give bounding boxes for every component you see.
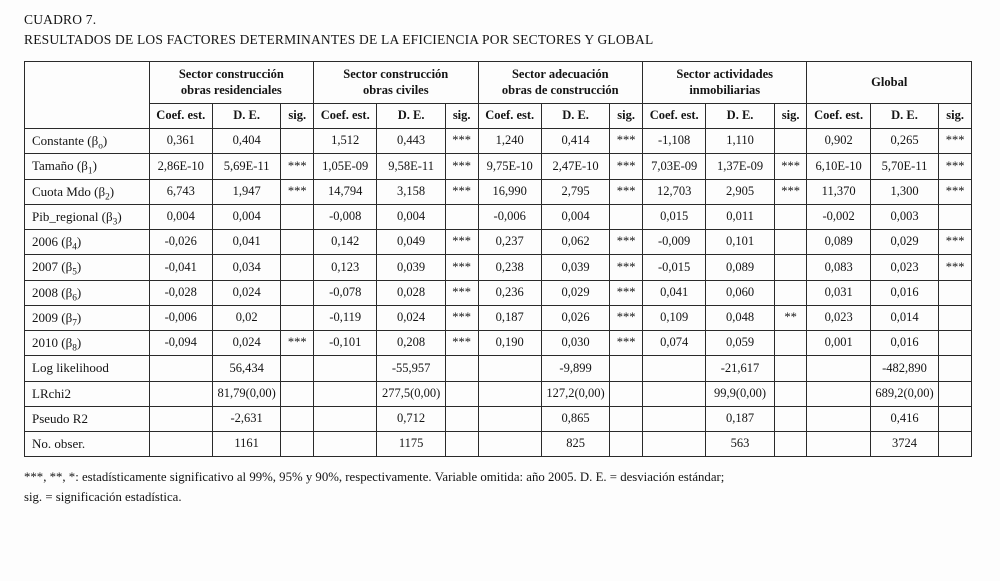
row-label: 2008 $(\beta_6)$ <box>25 280 150 305</box>
value-cell: 14,794 <box>314 179 377 204</box>
value-cell <box>149 432 212 457</box>
value-cell: ** <box>774 305 807 330</box>
value-cell: 0,024 <box>212 331 280 356</box>
value-cell: 1175 <box>377 432 445 457</box>
table-row <box>25 305 972 330</box>
value-cell: 0,443 <box>377 129 445 154</box>
value-cell: *** <box>281 331 314 356</box>
value-cell <box>445 432 478 457</box>
value-cell: 0,416 <box>870 406 938 431</box>
value-cell: *** <box>445 179 478 204</box>
footnote-line2: sig. = significación estadística. <box>24 490 182 505</box>
value-cell: 0,865 <box>541 406 609 431</box>
value-cell: *** <box>939 179 972 204</box>
value-cell: -0,002 <box>807 204 870 229</box>
value-cell: 0,265 <box>870 129 938 154</box>
table-row <box>25 432 972 457</box>
value-cell <box>807 381 870 406</box>
value-cell: 0,074 <box>643 331 706 356</box>
value-cell: 0,029 <box>870 230 938 255</box>
value-cell <box>774 331 807 356</box>
value-cell: 3724 <box>870 432 938 457</box>
table-footnote <box>24 468 976 508</box>
value-cell: 1,512 <box>314 129 377 154</box>
value-cell: *** <box>939 230 972 255</box>
value-cell: 0,015 <box>643 204 706 229</box>
value-cell <box>281 356 314 381</box>
value-cell: 0,031 <box>807 280 870 305</box>
value-cell <box>774 129 807 154</box>
value-cell: 0,049 <box>377 230 445 255</box>
value-cell: *** <box>610 230 643 255</box>
value-cell <box>774 204 807 229</box>
value-cell: 825 <box>541 432 609 457</box>
value-cell: 563 <box>706 432 774 457</box>
column-subheader: sig. <box>610 104 643 129</box>
value-cell <box>939 331 972 356</box>
value-cell <box>314 356 377 381</box>
group-header: Sector adecuación obras de construcción <box>478 62 642 104</box>
value-cell: 0,011 <box>706 204 774 229</box>
value-cell: 0,089 <box>706 255 774 280</box>
value-cell: 0,034 <box>212 255 280 280</box>
value-cell: *** <box>610 305 643 330</box>
table-row <box>25 255 972 280</box>
column-subheader: Coef. est. <box>643 104 706 129</box>
value-cell: *** <box>445 230 478 255</box>
value-cell: 3,158 <box>377 179 445 204</box>
column-subheader: D. E. <box>377 104 445 129</box>
value-cell: 0,902 <box>807 129 870 154</box>
value-cell: 99,9(0,00) <box>706 381 774 406</box>
value-cell: 0,004 <box>377 204 445 229</box>
value-cell: 0,014 <box>870 305 938 330</box>
value-cell: 0,712 <box>377 406 445 431</box>
value-cell <box>807 406 870 431</box>
value-cell: *** <box>774 154 807 179</box>
value-cell <box>281 305 314 330</box>
value-cell: *** <box>939 154 972 179</box>
value-cell: -482,890 <box>870 356 938 381</box>
value-cell: -0,008 <box>314 204 377 229</box>
column-subheader: sig. <box>281 104 314 129</box>
value-cell: *** <box>610 280 643 305</box>
row-label: Cuota Mdo $(\beta_2)$ <box>25 179 150 204</box>
value-cell: 2,86E-10 <box>149 154 212 179</box>
value-cell: 0,062 <box>541 230 609 255</box>
value-cell: 0,187 <box>478 305 541 330</box>
group-header: Sector construcción obras civiles <box>314 62 478 104</box>
value-cell: 0,089 <box>807 230 870 255</box>
value-cell <box>314 432 377 457</box>
value-cell: *** <box>939 255 972 280</box>
value-cell <box>445 381 478 406</box>
value-cell: -0,028 <box>149 280 212 305</box>
value-cell: 0,142 <box>314 230 377 255</box>
value-cell: -0,078 <box>314 280 377 305</box>
value-cell <box>610 204 643 229</box>
table-row <box>25 230 972 255</box>
value-cell: -0,026 <box>149 230 212 255</box>
value-cell <box>478 356 541 381</box>
value-cell <box>939 432 972 457</box>
table-row <box>25 356 972 381</box>
value-cell <box>610 432 643 457</box>
value-cell <box>445 406 478 431</box>
value-cell: 0,414 <box>541 129 609 154</box>
footnote-line1: ***, **, *: estadísticamente significativo al 99%, 95% y 90%, respectivamente. Variable omitida: año 2005. D. E. = desviación estándar; <box>24 470 725 485</box>
results-table <box>24 61 972 457</box>
value-cell: 12,703 <box>643 179 706 204</box>
value-cell: -2,631 <box>212 406 280 431</box>
value-cell <box>939 204 972 229</box>
value-cell <box>939 280 972 305</box>
value-cell: -9,899 <box>541 356 609 381</box>
value-cell: 127,2(0,00) <box>541 381 609 406</box>
table-row <box>25 331 972 356</box>
value-cell: 0,001 <box>807 331 870 356</box>
value-cell <box>807 432 870 457</box>
value-cell: -21,617 <box>706 356 774 381</box>
value-cell: *** <box>445 154 478 179</box>
value-cell: 0,039 <box>377 255 445 280</box>
value-cell <box>774 230 807 255</box>
value-cell: 1,37E-09 <box>706 154 774 179</box>
value-cell: 56,434 <box>212 356 280 381</box>
value-cell <box>281 204 314 229</box>
value-cell: 6,743 <box>149 179 212 204</box>
value-cell: 1,947 <box>212 179 280 204</box>
value-cell: *** <box>610 255 643 280</box>
table-caption <box>24 10 976 49</box>
value-cell: -0,015 <box>643 255 706 280</box>
value-cell: 1,110 <box>706 129 774 154</box>
value-cell <box>281 129 314 154</box>
value-cell: 2,905 <box>706 179 774 204</box>
value-cell <box>643 381 706 406</box>
row-label: Log likelihood <box>25 356 150 381</box>
value-cell: 0,029 <box>541 280 609 305</box>
value-cell: 6,10E-10 <box>807 154 870 179</box>
value-cell: 2,47E-10 <box>541 154 609 179</box>
value-cell: 0,361 <box>149 129 212 154</box>
value-cell: 1,05E-09 <box>314 154 377 179</box>
value-cell: 1161 <box>212 432 280 457</box>
value-cell <box>774 432 807 457</box>
value-cell: -55,957 <box>377 356 445 381</box>
value-cell <box>610 356 643 381</box>
value-cell: 9,58E-11 <box>377 154 445 179</box>
value-cell: -0,101 <box>314 331 377 356</box>
value-cell: *** <box>610 331 643 356</box>
row-label: 2007 $(\beta_5)$ <box>25 255 150 280</box>
row-label: 2006 $(\beta_4)$ <box>25 230 150 255</box>
value-cell: *** <box>281 179 314 204</box>
row-label: Constante $(\beta_o)$ <box>25 129 150 154</box>
value-cell: *** <box>939 129 972 154</box>
value-cell <box>281 432 314 457</box>
value-cell: 0,238 <box>478 255 541 280</box>
value-cell: *** <box>445 255 478 280</box>
value-cell <box>281 230 314 255</box>
value-cell: *** <box>445 305 478 330</box>
value-cell: 0,041 <box>212 230 280 255</box>
value-cell: 0,048 <box>706 305 774 330</box>
value-cell: *** <box>445 280 478 305</box>
value-cell: *** <box>445 331 478 356</box>
value-cell: -0,041 <box>149 255 212 280</box>
value-cell: 0,059 <box>706 331 774 356</box>
value-cell <box>445 356 478 381</box>
value-cell: *** <box>610 154 643 179</box>
value-cell <box>478 381 541 406</box>
value-cell: *** <box>445 129 478 154</box>
row-label: Tamaño $(\beta_1)$ <box>25 154 150 179</box>
row-label: 2010 $(\beta_8)$ <box>25 331 150 356</box>
table-row <box>25 381 972 406</box>
table-row <box>25 280 972 305</box>
row-label: Pseudo R2 <box>25 406 150 431</box>
value-cell <box>281 381 314 406</box>
value-cell: 9,75E-10 <box>478 154 541 179</box>
value-cell: -0,009 <box>643 230 706 255</box>
value-cell <box>281 406 314 431</box>
table-row <box>25 204 972 229</box>
column-subheader: Coef. est. <box>314 104 377 129</box>
value-cell <box>939 356 972 381</box>
table-row <box>25 129 972 154</box>
value-cell: -0,094 <box>149 331 212 356</box>
value-cell: 0,060 <box>706 280 774 305</box>
value-cell: 0,083 <box>807 255 870 280</box>
value-cell <box>281 280 314 305</box>
value-cell <box>939 305 972 330</box>
value-cell: 5,70E-11 <box>870 154 938 179</box>
column-subheader: Coef. est. <box>807 104 870 129</box>
row-label: LRchi2 <box>25 381 150 406</box>
value-cell: 0,004 <box>541 204 609 229</box>
value-cell: 689,2(0,00) <box>870 381 938 406</box>
value-cell <box>610 406 643 431</box>
value-cell: 0,101 <box>706 230 774 255</box>
value-cell: 1,240 <box>478 129 541 154</box>
value-cell: 0,041 <box>643 280 706 305</box>
value-cell <box>774 280 807 305</box>
value-cell <box>314 381 377 406</box>
value-cell: *** <box>610 179 643 204</box>
value-cell <box>643 356 706 381</box>
value-cell <box>774 381 807 406</box>
value-cell <box>939 406 972 431</box>
value-cell: 81,79(0,00) <box>212 381 280 406</box>
row-label: Pib_regional $(\beta_3)$ <box>25 204 150 229</box>
column-subheader: D. E. <box>212 104 280 129</box>
value-cell: 0,404 <box>212 129 280 154</box>
value-cell: 2,795 <box>541 179 609 204</box>
group-header: Global <box>807 62 972 104</box>
value-cell <box>281 255 314 280</box>
group-header: Sector construcción obras residenciales <box>149 62 313 104</box>
value-cell: 0,190 <box>478 331 541 356</box>
value-cell <box>149 356 212 381</box>
value-cell: 0,004 <box>149 204 212 229</box>
value-cell <box>774 255 807 280</box>
value-cell: 16,990 <box>478 179 541 204</box>
row-label: No. obser. <box>25 432 150 457</box>
column-subheader: sig. <box>939 104 972 129</box>
value-cell: 7,03E-09 <box>643 154 706 179</box>
value-cell <box>939 381 972 406</box>
row-label: 2009 $(\beta_7)$ <box>25 305 150 330</box>
value-cell: 0,208 <box>377 331 445 356</box>
value-cell: -0,119 <box>314 305 377 330</box>
value-cell: 0,109 <box>643 305 706 330</box>
column-subheader: D. E. <box>541 104 609 129</box>
value-cell: 0,236 <box>478 280 541 305</box>
value-cell: 0,039 <box>541 255 609 280</box>
value-cell <box>643 432 706 457</box>
value-cell: 277,5(0,00) <box>377 381 445 406</box>
column-subheader: Coef. est. <box>149 104 212 129</box>
value-cell <box>478 406 541 431</box>
value-cell: -1,108 <box>643 129 706 154</box>
value-cell: 11,370 <box>807 179 870 204</box>
value-cell: 0,023 <box>807 305 870 330</box>
value-cell: 0,123 <box>314 255 377 280</box>
column-subheader: Coef. est. <box>478 104 541 129</box>
value-cell <box>445 204 478 229</box>
value-cell: 0,187 <box>706 406 774 431</box>
value-cell: -0,006 <box>149 305 212 330</box>
table-caption-number: CUADRO 7. <box>24 12 97 27</box>
value-cell: 5,69E-11 <box>212 154 280 179</box>
value-cell: 0,016 <box>870 280 938 305</box>
value-cell: 0,026 <box>541 305 609 330</box>
value-cell <box>643 406 706 431</box>
column-subheader: D. E. <box>870 104 938 129</box>
value-cell <box>149 406 212 431</box>
value-cell: 0,024 <box>377 305 445 330</box>
value-cell: *** <box>774 179 807 204</box>
value-cell: 0,024 <box>212 280 280 305</box>
value-cell: 0,003 <box>870 204 938 229</box>
table-caption-title: RESULTADOS DE LOS FACTORES DETERMINANTES DE LA EFICIENCIA POR SECTORES Y GLOBAL <box>24 31 654 47</box>
value-cell: 0,016 <box>870 331 938 356</box>
value-cell: 0,004 <box>212 204 280 229</box>
value-cell: -0,006 <box>478 204 541 229</box>
value-cell: 0,02 <box>212 305 280 330</box>
value-cell: *** <box>281 154 314 179</box>
column-subheader: sig. <box>445 104 478 129</box>
value-cell <box>774 356 807 381</box>
value-cell: 1,300 <box>870 179 938 204</box>
value-cell <box>610 381 643 406</box>
value-cell: *** <box>610 129 643 154</box>
corner-cell <box>25 62 150 129</box>
value-cell <box>478 432 541 457</box>
value-cell: 0,030 <box>541 331 609 356</box>
table-row <box>25 154 972 179</box>
table-row <box>25 179 972 204</box>
value-cell: 0,028 <box>377 280 445 305</box>
value-cell <box>774 406 807 431</box>
value-cell <box>149 381 212 406</box>
group-header: Sector actividades inmobiliarias <box>643 62 807 104</box>
value-cell: 0,023 <box>870 255 938 280</box>
table-row <box>25 406 972 431</box>
value-cell: 0,237 <box>478 230 541 255</box>
column-subheader: D. E. <box>706 104 774 129</box>
column-subheader: sig. <box>774 104 807 129</box>
value-cell <box>314 406 377 431</box>
value-cell <box>807 356 870 381</box>
